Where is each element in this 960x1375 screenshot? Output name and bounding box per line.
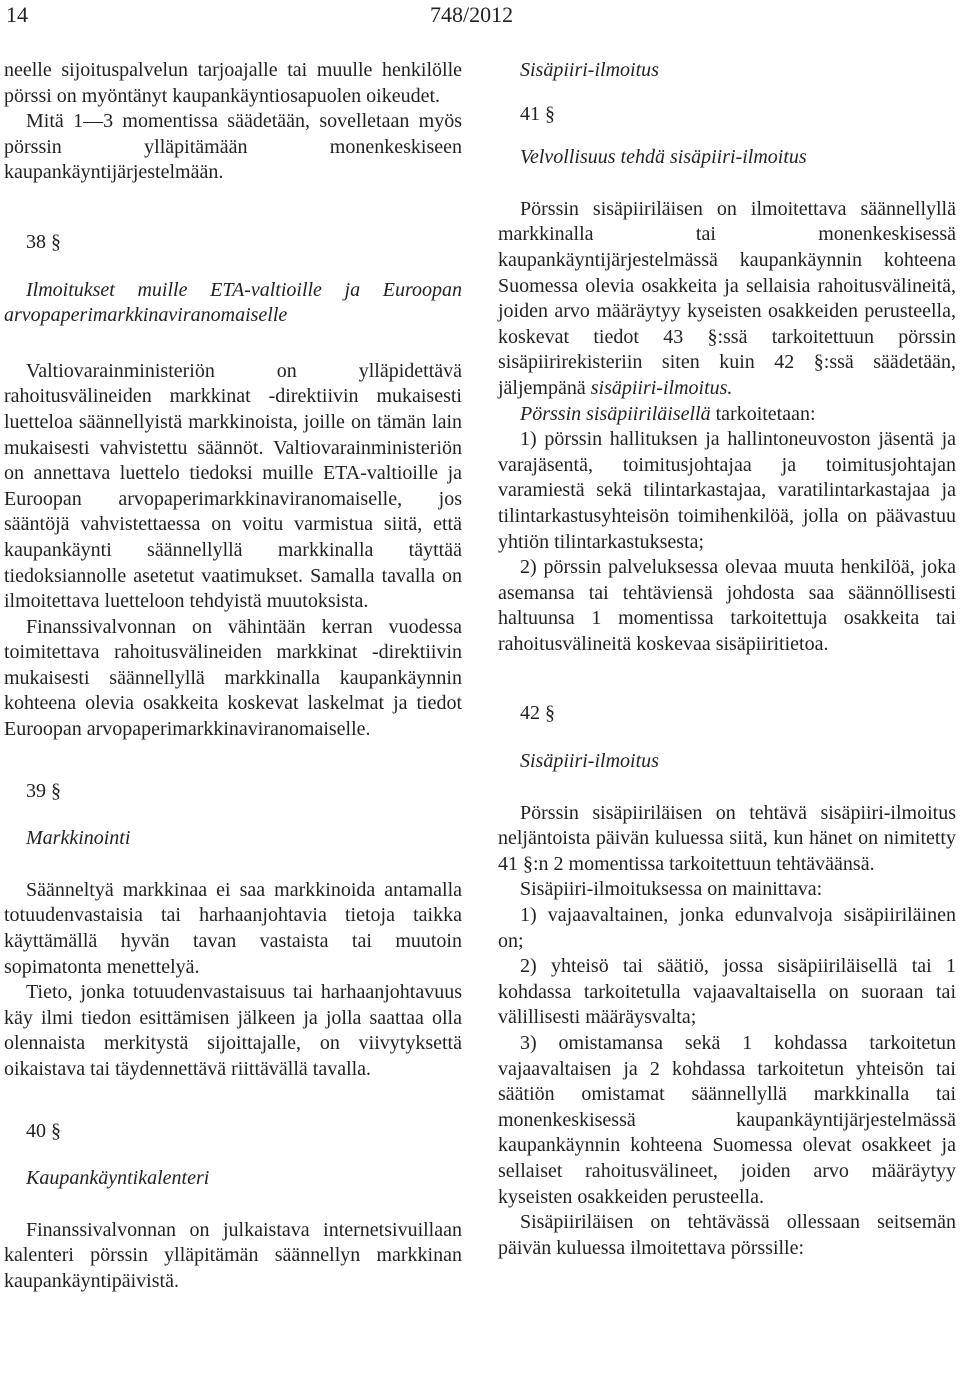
paragraph: Säänneltyä markkinaa ei saa markkinoida antamalla totuudenvastaisia tai harhaanjohtavia tietoja taikka käyttämällä hyvän tavan vastaista tai muutoin sopimatonta menettelyä. xyxy=(4,878,462,978)
list-item: 3) omistamansa sekä 1 kohdassa tarkoitetun vajaavaltaisen ja 2 kohdassa tarkoitetun yhteisön tai säätiön omistamat säännellyllä markkinalla tai monenkeskisessä kaupankäyntijärjestelmässä kaupankäynnin kohteena Suomessa olevat osakkeet ja sellaiset rahoitusvälineet, joiden arvo määräytyy kyseisten osakkeiden perusteella. xyxy=(498,1032,956,1208)
left-column xyxy=(4,58,462,1295)
paragraph: Finanssivalvonnan on vähintään kerran vuodessa toimitettava rahoitusvälineiden markkinat -direktiivin mukaisesti säännellyllä markkinalla kaupankäynnin kohteena olevia osakkeita koskevat laskelmat ja tiedot Euroopan arvopaperimarkkinaviranomaiselle. xyxy=(4,615,462,741)
defined-term: sisäpiiri-ilmoitus. xyxy=(590,376,733,399)
section-title-38: Ilmoitukset muille ETA-valtioille ja Euroopan arvopaperimarkkinaviranomaiselle xyxy=(4,278,462,327)
list-item: 1) pörssin hallituksen ja hallintoneuvoston jäsentä ja varajäsentä, toimitusjohtajaa ja toimitusjohtajan varamiestä sekä tilintarkastajaa, varatilintarkastajaa ja tilintarkastusyhteisön toimihenkilöä, jolla on päävastuu yhtiön tilintarkastuksesta; xyxy=(498,428,956,553)
paragraph: Pörssin sisäpiiriläisellä tarkoitetaan: xyxy=(520,402,816,425)
paragraph: Mitä 1—3 momentissa säädetään, sovelletaan myös pörssin ylläpitämään monenkeskiseen kaupankäyntijärjestelmään. xyxy=(4,110,462,184)
list-item: 1) vajaavaltainen, jonka edunvalvoja sisäpiiriläinen on; xyxy=(498,904,956,952)
paragraph: Finanssivalvonnan on julkaistava internetsivuillaan kalenteri pörssin ylläpitämän säännellyn markkinan kaupankäyntipäivistä. xyxy=(4,1218,462,1292)
chapter-heading: Sisäpiiri-ilmoitus xyxy=(520,59,659,81)
paragraph: Sisäpiiriläisen on tehtävässä ollessaan seitsemän päivän kuluessa ilmoitettava pörssille: xyxy=(498,1211,956,1259)
page-header xyxy=(0,2,960,28)
section-title-40: Kaupankäyntikalenteri xyxy=(26,1167,210,1190)
paragraph: Pörssin sisäpiiriläisen on ilmoitettava säännellyllä markkinalla tai monenkeskisessä kaupankäyntijärjestelmässä kaupankäynnin kohteena Suomessa olevia osakkeita ja sellaisia rahoitusvälineitä, joiden arvo määräytyy kyseisten osakkeiden perusteella, koskevat tiedot 43 §:ssä tarkoitettuun pörssin sisäpiirirekisteriin siten kuin 42 §:ssä säädetään, jäljempänä sisäpiiri-ilmoitus. xyxy=(498,197,956,399)
paragraph: Valtiovarainministeriön on ylläpidettävä rahoitusvälineiden markkinat -direktiivin mukaisesti luetteloa säännellyistä markkinoista, joille on tämän lain mukaisesti vahvistettu säännöt. Valtiovarainministeriön on annettava luettelo tiedoksi muille ETA-valtioille ja Euroopan arvopaperimarkkinaviranomaiselle, jos sääntöjä vahvistettaessa on voitu varmistua siitä, että kaupankäynti säännellyllä markkinalla täyttää tiedoksiannolle asetetut vaatimukset. Samalla tavalla on ilmoitettava luetteloon tehdyistä muutoksista. xyxy=(4,359,462,613)
page-number: 14 xyxy=(6,2,28,27)
paragraph: Pörssin sisäpiiriläisen on tehtävä sisäpiiri-ilmoitus neljäntoista päivän kuluessa siitä, kun hänet on nimitetty 41 §:n 2 momentissa tarkoitettuun tehtäväänsä. xyxy=(498,801,956,875)
right-column xyxy=(498,58,956,1261)
issue-number: 748/2012 xyxy=(430,2,514,27)
paragraph: Tieto, jonka totuudenvastaisuus tai harhaanjohtavuus käy ilmi tiedon esittämisen jälkeen ja jolla saattaa olla olennaista merkitystä sijoittajalle, on viivytyksettä oikaistava tai täydennettävä riittävällä tavalla. xyxy=(4,981,462,1080)
defined-term: Pörssin sisäpiiriläisellä xyxy=(520,402,711,425)
paragraph: neelle sijoituspalvelun tarjoajalle tai muulle henkilölle pörssi on myöntänyt kaupankäyntiosapuolen oikeudet. xyxy=(4,59,462,107)
section-number-42: 42 § xyxy=(520,702,555,725)
section-number-40: 40 § xyxy=(26,1119,61,1142)
list-item: 2) yhteisö tai säätiö, jossa sisäpiiriläisellä tai 1 kohdassa tarkoitetulla vajaavaltaisella on suoraan tai välillisesti määräysvalta; xyxy=(498,955,956,1029)
section-number-39: 39 § xyxy=(26,779,61,802)
section-title-41: Velvollisuus tehdä sisäpiiri-ilmoitus xyxy=(520,146,807,169)
section-title-39: Markkinointi xyxy=(26,827,131,850)
section-number-38: 38 § xyxy=(26,230,61,253)
section-title-42: Sisäpiiri-ilmoitus xyxy=(520,750,659,773)
list-item: 2) pörssin palveluksessa olevaa muuta henkilöä, joka asemansa tai tehtäviensä johdosta saa säännöllisesti haltuunsa 1 momentissa tarkoitettuja osakkeita tai rahoitusvälineitä koskevaa sisäpiiritietoa. xyxy=(498,556,956,655)
paragraph: Sisäpiiri-ilmoituksessa on mainittava: xyxy=(520,878,823,901)
section-number-41: 41 § xyxy=(520,102,555,125)
